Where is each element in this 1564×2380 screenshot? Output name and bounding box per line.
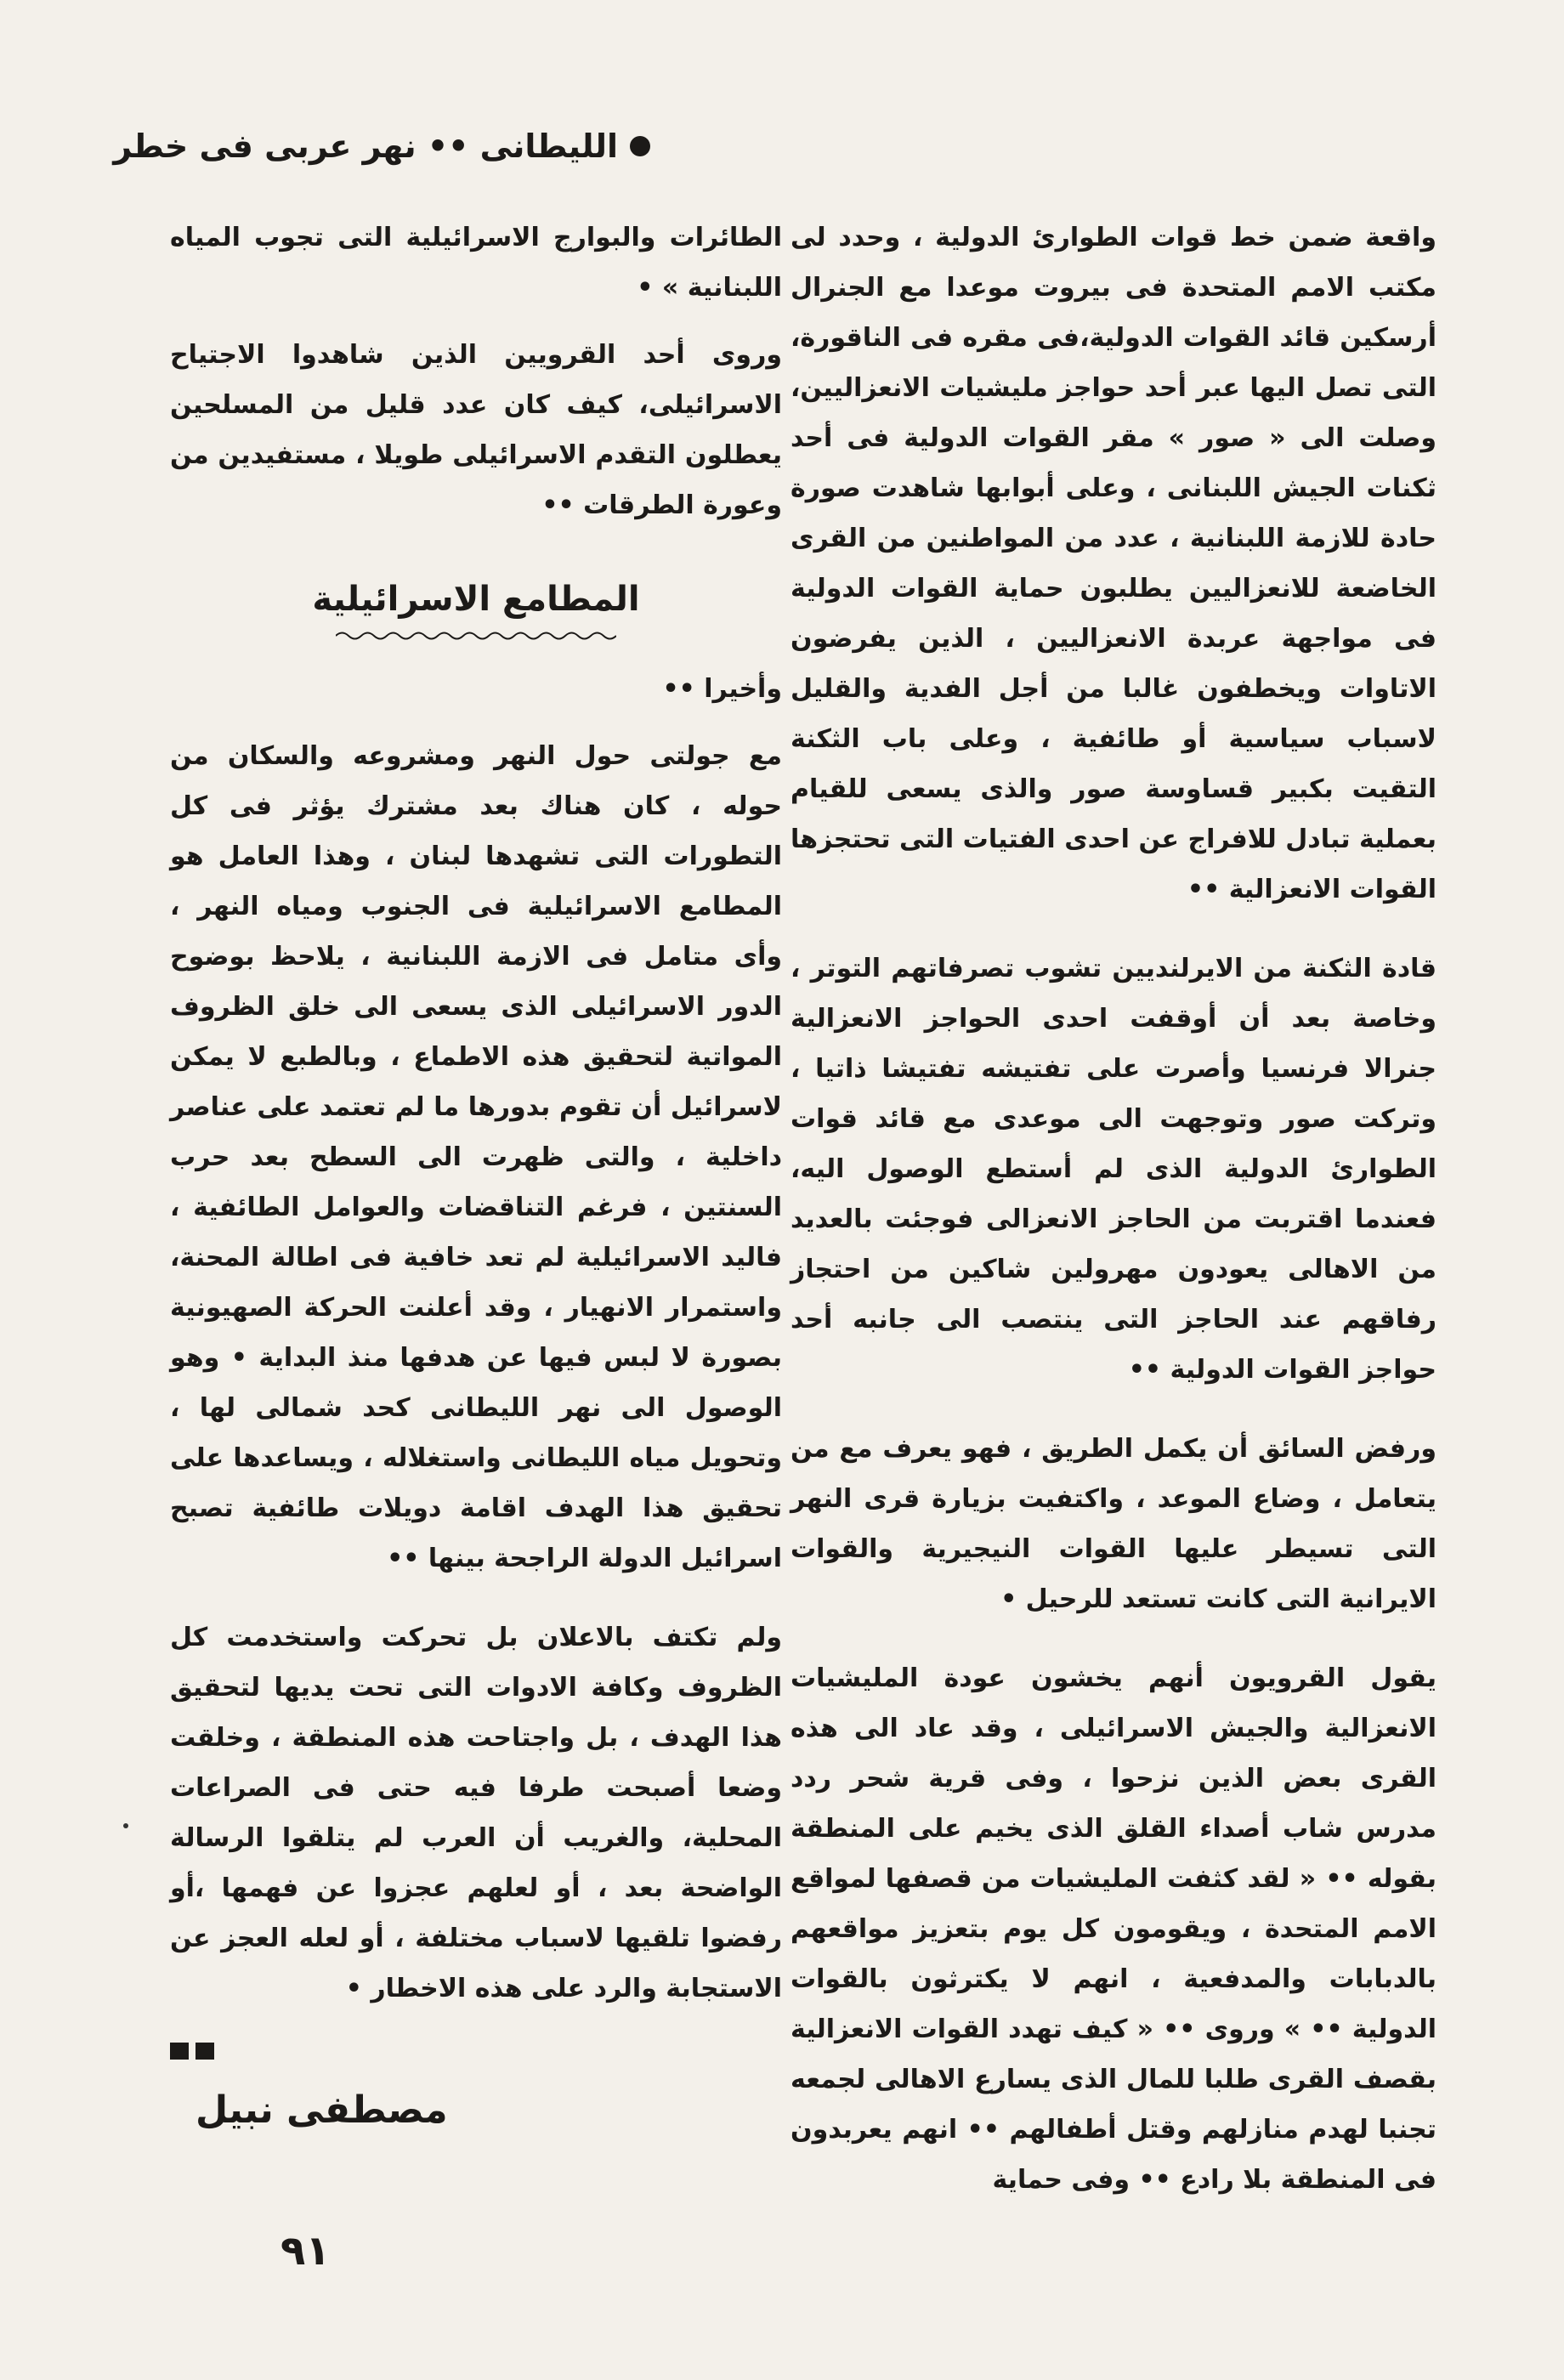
paragraph: وروى أحد القرويين الذين شاهدوا الاجتياح الاسرائيلى، كيف كان عدد قليل من المسلحين يعطلون التقدم الاسرائيلى طويلا ، مستفيدين من وعورة الطرقات •• — [170, 340, 782, 520]
section-heading: المطامع الاسرائيلية — [312, 580, 640, 619]
paragraph: قادة الثكنة من الايرلنديين تشوب تصرفاتهم التوتر ، وخاصة بعد أن أوقفت احدى الحواجز الانعزالية جنرالا فرنسيا وأصرت على تفتيشه تفتيشا ذاتيا ، وتركت صور وتوجهت الى موعدى مع قائد قوات الطوارئ الدولية الذى لم أستطع الوصول اليه، فعندما اقتربت من الحاجز الانعزالى فوجئت بالعديد من الاهالى يعودون مهرولين شاكين من احتجاز رفاقهم عند الحاجز التى ينتصب الى جانبه أحد حواجز القوات الدولية •• — [790, 954, 1436, 1385]
paragraph: وأخيرا •• — [662, 674, 782, 704]
paragraph: ورفض السائق أن يكمل الطريق ، فهو يعرف مع من يتعامل ، وضاع الموعد ، واكتفيت بزيارة قرى النهر التى تسيطر عليها القوات النيجيرية والقوات الايرانية التى كانت تستعد للرحيل • — [790, 1434, 1436, 1614]
square-icon — [196, 2043, 214, 2060]
right-column — [790, 212, 1436, 2234]
running-header — [113, 128, 650, 165]
end-of-article-mark — [170, 2043, 774, 2060]
paragraph: الطائرات والبوارج الاسرائيلية التى تجوب المياه اللبنانية » • — [170, 223, 782, 303]
running-title: الليطانى •• نهر عربى فى خطر — [113, 128, 618, 165]
paragraph: يقول القرويون أنهم يخشون عودة المليشيات الانعزالية والجيش الاسرائيلى ، وقد عاد الى هذه القرى بعض الذين نزحوا ، وفى قرية شحر ردد مدرس شاب أصداء القلق الذى يخيم على المنطقة بقوله •• « لقد كثفت المليشيات من قصفها لمواقع الامم المتحدة ، ويقومون كل يوم بتعزيز مواقعهم بالدبابات والمدفعية ، انهم لا يكترثون بالقوات الدولية •• » وروى •• « كيف تهدد القوات الانعزالية بقصف القرى طلبا للمال الذى يسارع الاهالى لجمعه تجنبا لهدم منازلهم وقتل أطفالهم •• انهم يعربدون فى المنطقة بلا رادع •• وفى حماية — [790, 1663, 1436, 2195]
paragraph: مع جولتى حول النهر ومشروعه والسكان من حوله ، كان هناك بعد مشترك يؤثر فى كل التطورات التى تشهدها لبنان ، وهذا العامل هو المطامع الاسرائيلية فى الجنوب ومياه النهر ، وأى متامل فى الازمة اللبنانية ، يلاحظ بوضوح الدور الاسرائيلى الذى يسعى الى خلق الظروف المواتية لتحقيق هذه الاطماع ، وبالطبع لا يمكن لاسرائيل أن تقوم بدورها ما لم تعتمد على عناصر داخلية ، والتى ظهرت الى السطح بعد حرب السنتين ، فرغم التناقضات والعوامل الطائفية ، فاليد الاسرائيلية لم تعد خافية فى اطالة المحنة، واستمرار الانهيار ، وقد أعلنت الحركة الصهيونية بصورة لا لبس فيها عن هدفها منذ البداية • وهو الوصول الى نهر الليطانى كحد شمالى لها ، وتحويل مياه الليطانى واستغلاله ، ويساعدها على تحقيق هذا الهدف اقامة دويلات طائفية تصبح اسرائيل الدولة الراجحة بينها •• — [170, 741, 782, 1573]
left-column — [170, 212, 782, 2135]
square-icon — [170, 2043, 189, 2060]
page-number: ٩١ — [280, 2227, 331, 2275]
print-speck — [123, 1823, 128, 1828]
paragraph: واقعة ضمن خط قوات الطوارئ الدولية ، وحدد لى مكتب الامم المتحدة فى بيروت موعدا مع الجنرال أرسكين قائد القوات الدولية،فى مقره فى الناقورة، التى تصل اليها عبر أحد حواجز مليشيات الانعزاليين، وصلت الى « صور » مقر القوات الدولية فى أحد ثكنات الجيش اللبنانى ، وعلى أبوابها شاهدت صورة حادة للازمة اللبنانية ، عدد من المواطنين من القرى الخاضعة للانعزاليين يطلبون حماية القوات الدولية فى مواجهة عربدة الانعزاليين ، الذين يفرضون الاتاوات ويخطفون غالبا من أجل الفدية والقليل لاسباب سياسية أو طائفية ، وعلى باب الثكنة التقيت بكبير قساوسة صور والذى يسعى للقيام بعملية تبادل للافراج عن احدى الفتيات التى تحتجزها القوات الانعزالية •• — [790, 223, 1436, 904]
author-signature: مصطفى نبيل — [196, 2088, 448, 2132]
wavy-underline — [336, 630, 616, 642]
bullet-icon — [630, 136, 650, 156]
paragraph: ولم تكتف بالاعلان بل تحركت واستخدمت كل الظروف وكافة الادوات التى تحت يديها لتحقيق هذا الهدف ، بل واجتاحت هذه المنطقة ، وخلقت وضعا أصبحت طرفا فيه حتى فى الصراعات المحلية، والغريب أن العرب لم يتلقوا الرسالة الواضحة بعد ، أو لعلهم عجزوا عن فهمها ،أو رفضوا تلقيها لاسباب مختلفة ، أو لعله العجز عن الاستجابة والرد على هذه الاخطار • — [170, 1623, 782, 2003]
